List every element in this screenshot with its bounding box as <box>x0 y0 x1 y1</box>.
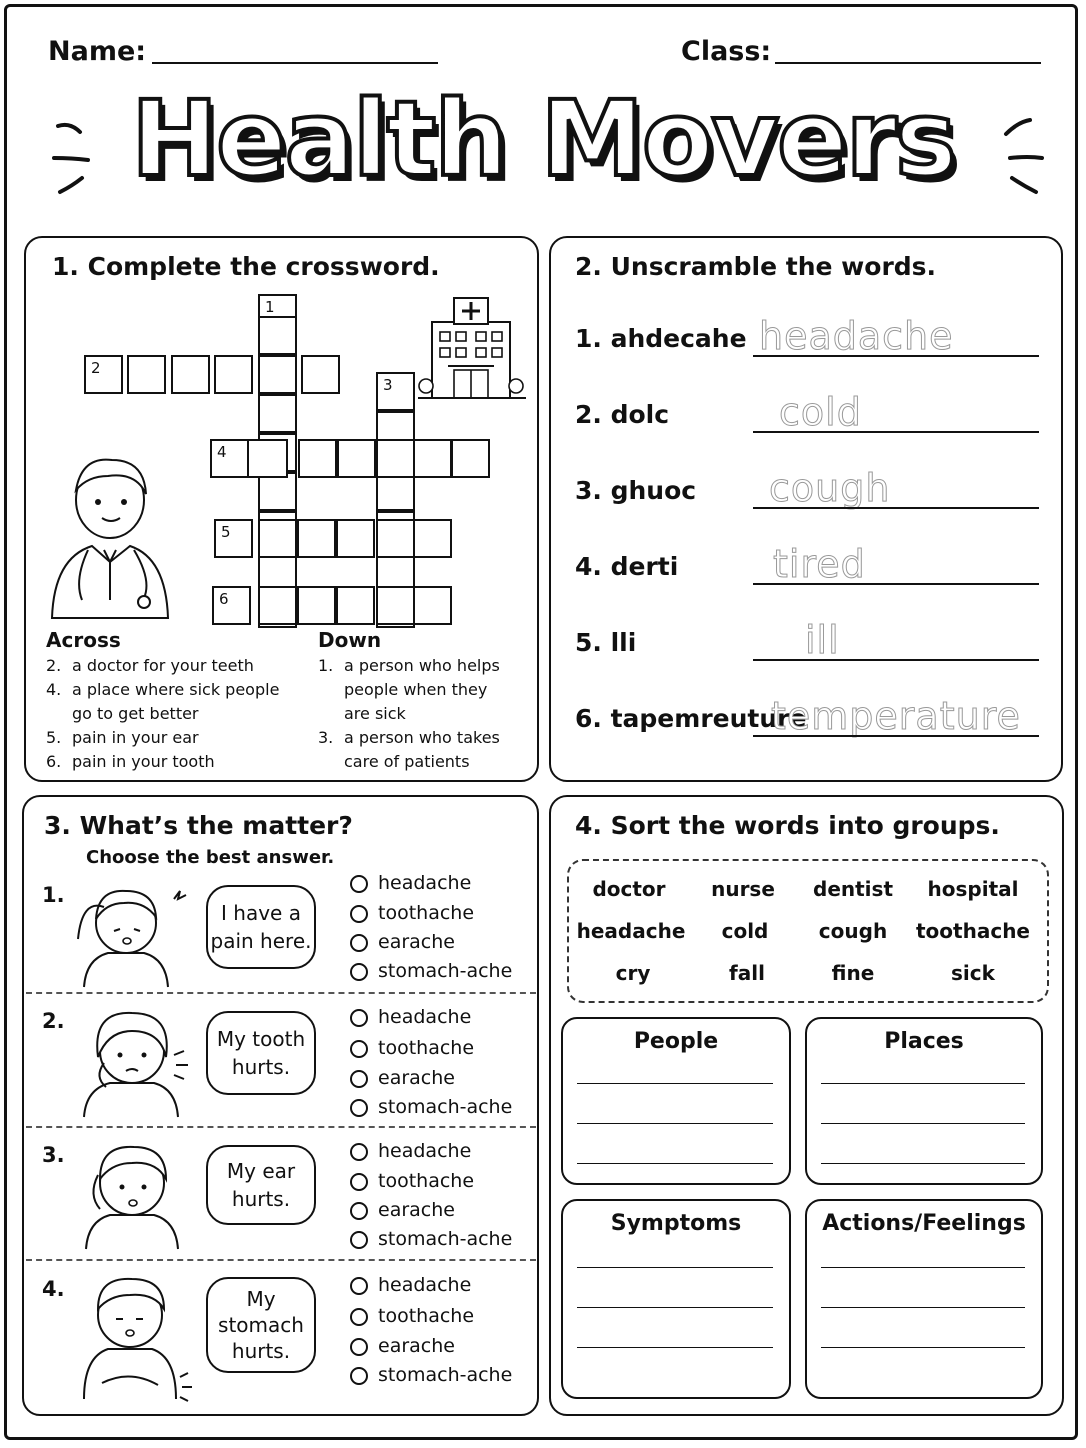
option-earache[interactable]: earache <box>350 929 455 955</box>
answer-line[interactable] <box>577 1307 773 1308</box>
crossword-cell[interactable] <box>258 316 297 355</box>
class-field[interactable] <box>775 62 1041 64</box>
group-actions-feelings <box>805 1199 1043 1399</box>
option-stomach-ache[interactable]: stomach-ache <box>350 958 512 984</box>
crossword-cell[interactable] <box>413 586 452 625</box>
crossword-cell[interactable] <box>258 355 297 394</box>
option-toothache[interactable]: toothache <box>350 1303 474 1329</box>
group-heading: Actions/Feelings <box>822 1211 1026 1236</box>
answer-line[interactable] <box>577 1267 773 1268</box>
crossword-cell[interactable] <box>84 355 123 394</box>
clue-down-1: 1. a person who helps people when they are sick <box>318 656 500 723</box>
question-number: 3. <box>42 1143 65 1167</box>
clue-number: 6 <box>219 590 229 608</box>
hospital-illustration <box>418 294 528 404</box>
radio-button[interactable] <box>350 875 368 893</box>
traced-answer: cough <box>769 466 891 510</box>
speech-bubble: My stomach hurts. <box>206 1277 316 1373</box>
clue-across-6: 6. pain in your tooth <box>46 752 215 771</box>
question-number: 1. <box>42 883 65 907</box>
option-earache[interactable]: earache <box>350 1333 455 1359</box>
word-bank-item: cough <box>818 919 888 943</box>
down-heading: Down <box>318 628 382 652</box>
scrambled-word: 1. ahdecahe <box>575 324 747 353</box>
question-divider <box>26 1259 536 1261</box>
crossword-cell[interactable] <box>298 439 337 478</box>
word-bank-item: sick <box>951 961 995 985</box>
crossword-cell[interactable] <box>336 586 375 625</box>
answer-line[interactable] <box>821 1347 1025 1348</box>
section-title: 2. Unscramble the words. <box>575 252 937 281</box>
option-headache[interactable]: headache <box>350 870 471 896</box>
radio-button[interactable] <box>350 963 368 981</box>
answer-line[interactable] <box>753 735 1039 737</box>
answer-line[interactable] <box>821 1267 1025 1268</box>
answer-line[interactable] <box>753 583 1039 585</box>
answer-line[interactable] <box>821 1307 1025 1308</box>
group-people <box>561 1017 791 1185</box>
question-number: 4. <box>42 1277 65 1301</box>
group-symptoms <box>561 1199 791 1399</box>
word-bank <box>567 859 1049 1003</box>
word-bank-item: headache <box>576 919 686 943</box>
crossword-cell[interactable] <box>297 586 336 625</box>
crossword-cell[interactable] <box>214 519 253 558</box>
clue-across-2: 2. a doctor for your teeth <box>46 656 254 675</box>
crossword-cell[interactable] <box>413 439 452 478</box>
crossword-cell[interactable] <box>376 586 415 625</box>
clue-number: 2 <box>91 359 101 377</box>
speech-bubble: I have a pain here. <box>206 885 316 969</box>
doctor-illustration <box>48 450 173 620</box>
crossword-cell[interactable] <box>258 394 297 433</box>
clue-down-3: 3. a person who takes care of patients <box>318 728 500 771</box>
radio-button[interactable] <box>350 1277 368 1295</box>
answer-line[interactable] <box>577 1123 773 1124</box>
crossword-cell[interactable] <box>214 355 253 394</box>
radio-button[interactable] <box>350 1143 368 1161</box>
crossword-cell[interactable] <box>247 439 288 478</box>
answer-line[interactable] <box>821 1123 1025 1124</box>
section-title: 3. What’s the matter? <box>44 811 353 840</box>
crossword-cell[interactable] <box>376 439 415 478</box>
answer-line[interactable] <box>577 1163 773 1164</box>
word-bank-item: toothache <box>916 919 1030 943</box>
section-title: 1. Complete the crossword. <box>52 252 440 281</box>
word-bank-item: fine <box>831 961 875 985</box>
option-stomach-ache[interactable]: stomach-ache <box>350 1094 512 1120</box>
option-headache[interactable]: headache <box>350 1272 471 1298</box>
answer-line[interactable] <box>753 659 1039 661</box>
word-bank-item: nurse <box>711 877 775 901</box>
radio-button[interactable] <box>350 934 368 952</box>
radio-button[interactable] <box>350 1070 368 1088</box>
word-bank-item: fall <box>729 961 765 985</box>
answer-line[interactable] <box>821 1083 1025 1084</box>
option-toothache[interactable]: toothache <box>350 1168 474 1194</box>
question-divider <box>26 992 536 994</box>
option-stomach-ache[interactable]: stomach-ache <box>350 1226 512 1252</box>
traced-answer: cold <box>779 390 862 434</box>
stomach-ache-child-illustration <box>74 1269 194 1405</box>
option-earache[interactable]: earache <box>350 1197 455 1223</box>
radio-button[interactable] <box>350 1202 368 1220</box>
crossword-cell[interactable] <box>171 355 210 394</box>
crossword-cell[interactable] <box>451 439 490 478</box>
radio-button[interactable] <box>350 1367 368 1385</box>
scrambled-word: 4. derti <box>575 552 679 581</box>
name-label: Name: <box>48 36 147 67</box>
word-bank-item: doctor <box>592 877 666 901</box>
crossword-panel <box>24 236 539 782</box>
traced-answer: tired <box>773 542 866 586</box>
scrambled-word: 3. ghuoc <box>575 476 697 505</box>
radio-button[interactable] <box>350 1040 368 1058</box>
earache-child-illustration <box>78 1135 188 1251</box>
crossword-cell[interactable] <box>210 439 249 478</box>
crossword-cell[interactable] <box>376 372 415 411</box>
option-stomach-ache[interactable]: stomach-ache <box>350 1362 512 1388</box>
right-burst-decoration <box>996 112 1056 212</box>
traced-answer: headache <box>759 314 954 358</box>
clue-number: 4 <box>217 443 227 461</box>
whats-the-matter-panel <box>22 795 539 1416</box>
word-bank-item: dentist <box>813 877 893 901</box>
left-burst-decoration <box>48 112 108 212</box>
option-headache[interactable]: headache <box>350 1004 471 1030</box>
scrambled-word: 5. lli <box>575 628 637 657</box>
scrambled-word: 2. dolc <box>575 400 670 429</box>
answer-line[interactable] <box>753 431 1039 433</box>
group-heading: Symptoms <box>610 1211 742 1236</box>
sort-words-panel <box>549 795 1064 1416</box>
word-bank-item: cry <box>615 961 651 985</box>
crossword-cell[interactable] <box>301 355 340 394</box>
clue-across-5: 5. pain in your ear <box>46 728 199 747</box>
group-heading: People <box>633 1029 719 1054</box>
scrambled-word: 6. tapemreuture <box>575 704 807 733</box>
speech-bubble: My ear hurts. <box>206 1145 316 1225</box>
crossword-cell[interactable] <box>258 519 297 558</box>
answer-line[interactable] <box>821 1163 1025 1164</box>
crossword-cell[interactable] <box>127 355 166 394</box>
radio-button[interactable] <box>350 1099 368 1117</box>
section-title: 4. Sort the words into groups. <box>575 811 1000 840</box>
crossword-cell[interactable] <box>413 519 452 558</box>
name-field[interactable] <box>152 62 438 64</box>
question-number: 2. <box>42 1009 65 1033</box>
clue-number: 5 <box>221 523 231 541</box>
traced-answer: ill <box>805 618 840 662</box>
traced-answer: temperature <box>771 694 1021 738</box>
crossword-cell[interactable] <box>337 439 376 478</box>
clue-across-4: 4. a place where sick people go to get better <box>46 680 280 723</box>
speech-bubble: My tooth hurts. <box>206 1011 316 1095</box>
headache-child-illustration <box>74 879 194 989</box>
class-label: Class: <box>681 36 772 67</box>
radio-button[interactable] <box>350 1231 368 1249</box>
answer-line[interactable] <box>753 355 1039 357</box>
crossword-cell[interactable] <box>212 586 251 625</box>
crossword-cell[interactable] <box>376 519 415 558</box>
toothache-child-illustration <box>76 1003 196 1119</box>
clue-number: 1 <box>265 298 275 316</box>
crossword-cell[interactable] <box>336 519 375 558</box>
answer-line[interactable] <box>577 1347 773 1348</box>
page-title: Health Movers <box>131 78 955 200</box>
clue-number: 3 <box>383 376 393 394</box>
radio-button[interactable] <box>350 905 368 923</box>
option-headache[interactable]: headache <box>350 1138 471 1164</box>
option-toothache[interactable]: toothache <box>350 1035 474 1061</box>
word-bank-item: cold <box>721 919 769 943</box>
option-earache[interactable]: earache <box>350 1065 455 1091</box>
across-heading: Across <box>46 628 121 652</box>
radio-button[interactable] <box>350 1009 368 1027</box>
unscramble-panel <box>549 236 1063 782</box>
crossword-cell[interactable] <box>297 519 336 558</box>
answer-line[interactable] <box>577 1083 773 1084</box>
question-divider <box>26 1126 536 1128</box>
radio-button[interactable] <box>350 1308 368 1326</box>
crossword-cell[interactable] <box>258 586 297 625</box>
radio-button[interactable] <box>350 1338 368 1356</box>
radio-button[interactable] <box>350 1173 368 1191</box>
group-heading: Places <box>884 1029 964 1054</box>
word-bank-item: hospital <box>927 877 1019 901</box>
option-toothache[interactable]: toothache <box>350 900 474 926</box>
answer-line[interactable] <box>753 507 1039 509</box>
section-subtitle: Choose the best answer. <box>86 847 335 868</box>
group-places <box>805 1017 1043 1185</box>
